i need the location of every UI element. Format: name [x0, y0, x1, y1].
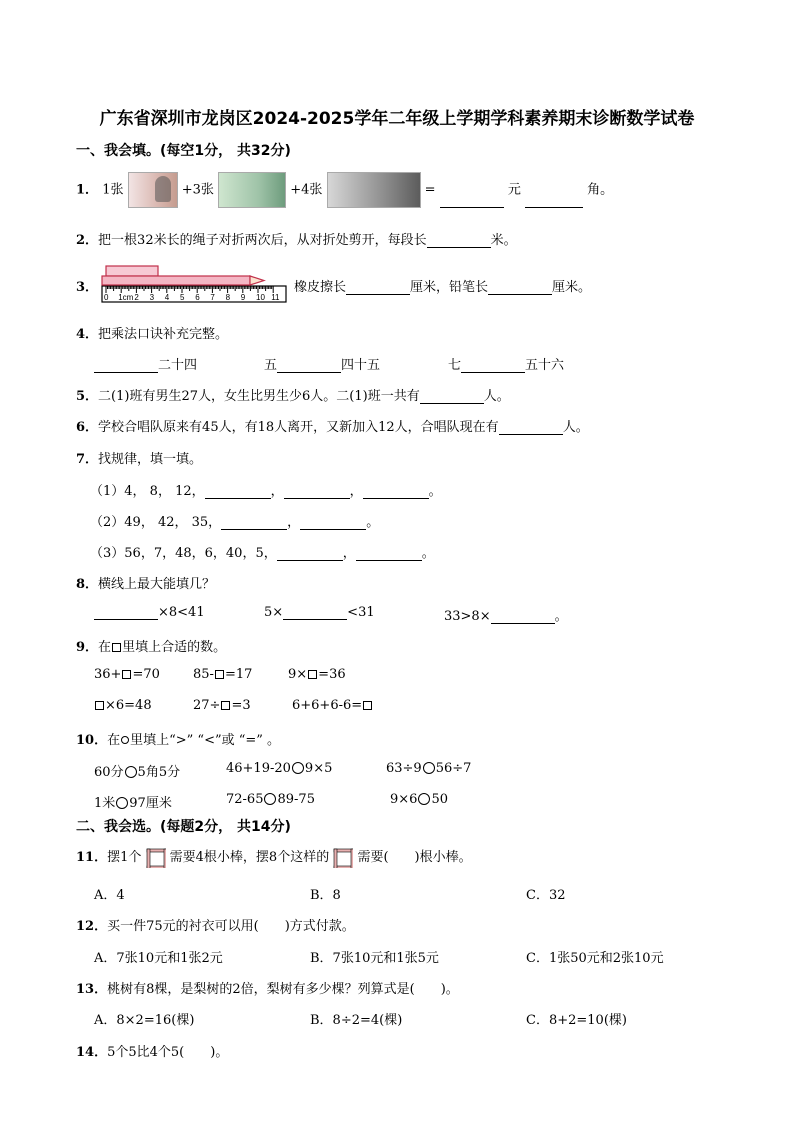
answer-circle[interactable] — [292, 762, 304, 774]
answer-circle[interactable] — [116, 797, 128, 809]
pencil-body — [102, 276, 250, 285]
question-number: 14． — [76, 1045, 108, 1060]
question-12 — [76, 915, 355, 934]
q5-text: 人。 — [483, 389, 510, 404]
ruler-tick-label: 8 — [225, 293, 231, 302]
answer-blank[interactable] — [420, 389, 484, 404]
q3-text: 橡皮擦长 — [294, 280, 347, 295]
question-number: 12． — [76, 919, 108, 934]
q9-text: 里填上合适的数。 — [122, 640, 227, 655]
answer-blank[interactable] — [221, 515, 287, 530]
q5-text: 二(1)班有男生27人，女生比男生少6人。二(1)班一共有 — [98, 389, 420, 404]
option-c[interactable]: C．8+2=10(棵) — [526, 1013, 627, 1028]
option-a[interactable]: A．4 — [94, 888, 125, 903]
q7-text: 。 — [421, 546, 435, 561]
section-1-heading: 一、我会填。(每空1分， 共32分) — [76, 143, 291, 159]
q9-text: =17 — [224, 667, 253, 682]
question-number: 7． — [76, 452, 99, 467]
answer-circle[interactable] — [125, 766, 137, 778]
q7-text: 。 — [428, 484, 442, 499]
q7-sequence-1 — [90, 480, 442, 499]
answer-box[interactable] — [95, 701, 104, 710]
question-number: 9． — [76, 640, 99, 655]
q10-text: 9×6 — [390, 792, 418, 807]
answer-blank[interactable] — [283, 605, 347, 620]
question-number: 5． — [76, 389, 99, 404]
answer-blank[interactable] — [277, 546, 343, 561]
option-a[interactable]: A．8×2=16(棵) — [94, 1013, 195, 1028]
q4-text: 七 — [448, 358, 462, 373]
q9-eq — [292, 698, 373, 713]
question-3-number — [76, 276, 98, 295]
ruler-tick-label: 6 — [195, 293, 200, 302]
ruler-diagram — [100, 262, 290, 306]
circle-icon — [121, 736, 129, 744]
answer-blank[interactable] — [363, 484, 429, 499]
ruler-tick-label: 5 — [180, 293, 185, 302]
q14-text: 5个5比4个5( )。 — [107, 1045, 229, 1060]
q7-text: 。 — [366, 515, 380, 530]
ruler-tick-label: 9 — [240, 293, 246, 302]
question-5 — [76, 385, 510, 404]
q1-text: +3张 — [181, 182, 214, 198]
ruler-tick-label: 4 — [164, 293, 170, 302]
q10-text: 63÷9 — [386, 761, 422, 776]
answer-blank[interactable] — [461, 358, 525, 373]
q9-text: ×6=48 — [105, 698, 152, 713]
q7-text: （2）49， 42， 35， — [90, 515, 222, 530]
answer-circle[interactable] — [264, 793, 276, 805]
answer-box[interactable] — [122, 670, 131, 679]
question-9 — [76, 636, 226, 655]
q10-compare — [94, 792, 172, 811]
q7-text: ， — [349, 484, 363, 499]
question-11 — [76, 847, 472, 869]
q8-item-a — [94, 605, 205, 620]
q11-text: 需要( )根小棒。 — [357, 850, 472, 865]
answer-box[interactable] — [308, 670, 317, 679]
q9-eq — [193, 667, 252, 682]
q10-text: 72-65 — [226, 792, 264, 807]
q7-text: ， — [342, 546, 356, 561]
answer-box[interactable] — [221, 701, 230, 710]
answer-blank[interactable] — [284, 484, 350, 499]
q10-text: 56÷7 — [435, 761, 472, 776]
question-2 — [76, 229, 517, 248]
answer-blank[interactable] — [94, 358, 158, 373]
answer-blank[interactable] — [427, 233, 491, 248]
q9-text: 9× — [288, 667, 308, 682]
q4-item-c — [448, 354, 564, 373]
q8-item-c — [444, 605, 568, 624]
q10-text: 1米 — [94, 796, 116, 811]
answer-circle[interactable] — [418, 793, 430, 805]
answer-blank[interactable] — [346, 280, 410, 295]
ruler-tick-label: 11 — [271, 293, 280, 302]
answer-blank[interactable] — [356, 546, 422, 561]
question-7 — [76, 448, 202, 467]
ruler-tick-label: 0 — [104, 293, 109, 302]
question-6 — [76, 416, 589, 435]
question-3 — [294, 276, 591, 295]
q10-text: 9×5 — [304, 761, 333, 776]
q8-item-b — [264, 605, 375, 620]
q11-text: 需要4根小棒，摆8个这样的 — [169, 850, 330, 865]
answer-blank[interactable] — [488, 280, 552, 295]
page-title: 广东省深圳市龙岗区2024-2025学年二年级上学期学科素养期末诊断数学试卷 — [99, 109, 695, 129]
q2-text: 把一根32米长的绳子对折两次后，从对折处剪开，每段长 — [98, 233, 427, 248]
q2-text: 米。 — [490, 233, 517, 248]
q10-text: 46+19-20 — [226, 761, 291, 776]
pencil-tip — [250, 276, 264, 285]
answer-circle[interactable] — [423, 762, 435, 774]
question-number: 11． — [76, 850, 108, 865]
option-b[interactable]: B．7张10元和1张5元 — [310, 951, 439, 966]
answer-blank[interactable] — [499, 420, 563, 435]
answer-blank[interactable] — [300, 515, 366, 530]
q9-text: 85- — [193, 667, 214, 682]
q3-text: 厘米。 — [552, 280, 592, 295]
answer-blank[interactable] — [205, 484, 271, 499]
option-b[interactable]: B．8÷2=4(棵) — [310, 1013, 403, 1028]
q12-text: 买一件75元的衬衣可以用( )方式付款。 — [107, 919, 355, 934]
option-c[interactable]: C．1张50元和2张10元 — [526, 951, 664, 966]
ruler-tick-label: 2 — [134, 293, 139, 302]
section-2-heading: 二、我会选。(每题2分， 共14分) — [76, 819, 291, 835]
q1-text: 元 — [507, 182, 521, 198]
q9-text: 6+6+6-6= — [292, 698, 363, 713]
question-number: 8． — [76, 577, 99, 592]
option-a[interactable]: A．7张10元和1张2元 — [94, 951, 223, 966]
q8-text: 。 — [554, 609, 568, 624]
q10-compare — [94, 761, 180, 780]
q1-text: = — [424, 182, 436, 198]
q7-text: （1）4， 8， 12， — [90, 484, 205, 499]
one-jiao-note-image — [327, 172, 421, 208]
q8-text: 5× — [264, 605, 284, 620]
q11-text: 摆1个 — [107, 850, 142, 865]
q9-eq — [193, 698, 251, 713]
q7-text: ， — [287, 515, 301, 530]
q8-text: ×8<41 — [158, 605, 205, 620]
question-4 — [76, 323, 228, 342]
q7-sequence-3 — [90, 542, 435, 561]
q9-text: 在 — [98, 640, 112, 655]
q4-text: 四十五 — [341, 358, 381, 373]
option-c[interactable]: C．32 — [526, 888, 566, 903]
q7-text: ， — [270, 484, 284, 499]
eraser-shape — [106, 266, 158, 276]
square-box-icon — [112, 643, 121, 652]
q4-text: 二十四 — [158, 358, 198, 373]
q9-text: =36 — [318, 667, 346, 682]
q10-text: 97厘米 — [129, 796, 172, 811]
ruler-tick-label: 10 — [256, 293, 265, 302]
q4-item-a — [94, 354, 197, 373]
question-number: 1． — [76, 182, 99, 198]
q9-text: =70 — [132, 667, 160, 682]
q10-text: 在 — [107, 733, 121, 748]
answer-blank[interactable] — [525, 193, 583, 208]
q10-compare — [390, 792, 448, 807]
stick-square-icon — [146, 848, 166, 868]
answer-blank[interactable] — [277, 358, 341, 373]
q3-text: 厘米，铅笔长 — [410, 280, 489, 295]
q10-compare — [386, 761, 471, 776]
q10-text: 50 — [431, 792, 448, 807]
question-10 — [76, 729, 280, 748]
option-b[interactable]: B．8 — [310, 888, 341, 903]
answer-blank[interactable] — [94, 605, 158, 620]
q7-text: （3）56，7，48，6，40，5， — [90, 546, 277, 561]
question-number: 13． — [76, 982, 108, 997]
q1-text: 角。 — [587, 182, 614, 198]
answer-blank[interactable] — [491, 609, 555, 624]
q6-text: 学校合唱队原来有45人，有18人离开，又新加入12人，合唱队现在有 — [98, 420, 499, 435]
ruler-tick-label: 1cm — [118, 293, 134, 302]
q4-text: 把乘法口诀补充完整。 — [98, 327, 229, 342]
question-number: 6． — [76, 420, 99, 435]
q9-eq — [288, 667, 346, 682]
answer-box[interactable] — [363, 701, 372, 710]
q9-text: 27÷ — [193, 698, 221, 713]
answer-blank[interactable] — [440, 193, 504, 208]
q7-sequence-2 — [90, 511, 379, 530]
q4-text: 五十六 — [525, 358, 565, 373]
two-jiao-note-image — [218, 172, 286, 208]
q4-item-b — [264, 354, 380, 373]
q9-text: =3 — [231, 698, 251, 713]
question-number: 4． — [76, 327, 99, 342]
q10-compare — [226, 761, 332, 776]
question-13 — [76, 978, 459, 997]
q13-text: 桃树有8棵，是梨树的2倍，梨树有多少棵？列算式是( )。 — [107, 982, 459, 997]
question-number: 2． — [76, 233, 99, 248]
question-1 — [76, 172, 613, 208]
q10-text: 5角5分 — [137, 765, 181, 780]
q1-text: +4张 — [290, 182, 323, 198]
q8-text: 33>8× — [444, 609, 491, 624]
stick-square-icon — [333, 848, 353, 868]
ruler-tick-label: 7 — [210, 293, 215, 302]
question-number: 3． — [76, 280, 99, 295]
q10-compare — [226, 792, 315, 807]
q10-text: 89-75 — [277, 792, 315, 807]
q7-text: 找规律，填一填。 — [98, 452, 203, 467]
question-14 — [76, 1041, 228, 1060]
q9-eq — [94, 698, 152, 713]
q8-text: 横线上最大能填几？ — [98, 577, 216, 592]
q8-text: <31 — [347, 605, 375, 620]
q10-text: 60分 — [94, 765, 124, 780]
question-8 — [76, 573, 215, 592]
q10-text: 里填上“>” “<”或 “=” 。 — [130, 733, 281, 748]
question-number: 10． — [76, 733, 108, 748]
q9-eq — [94, 667, 160, 682]
q4-text: 五 — [264, 358, 278, 373]
answer-box[interactable] — [215, 670, 224, 679]
q6-text: 人。 — [562, 420, 589, 435]
ten-yuan-note-image — [128, 172, 178, 208]
q9-text: 36+ — [94, 667, 122, 682]
ruler-tick-label: 3 — [149, 293, 155, 302]
q1-text: 1张 — [102, 182, 124, 198]
